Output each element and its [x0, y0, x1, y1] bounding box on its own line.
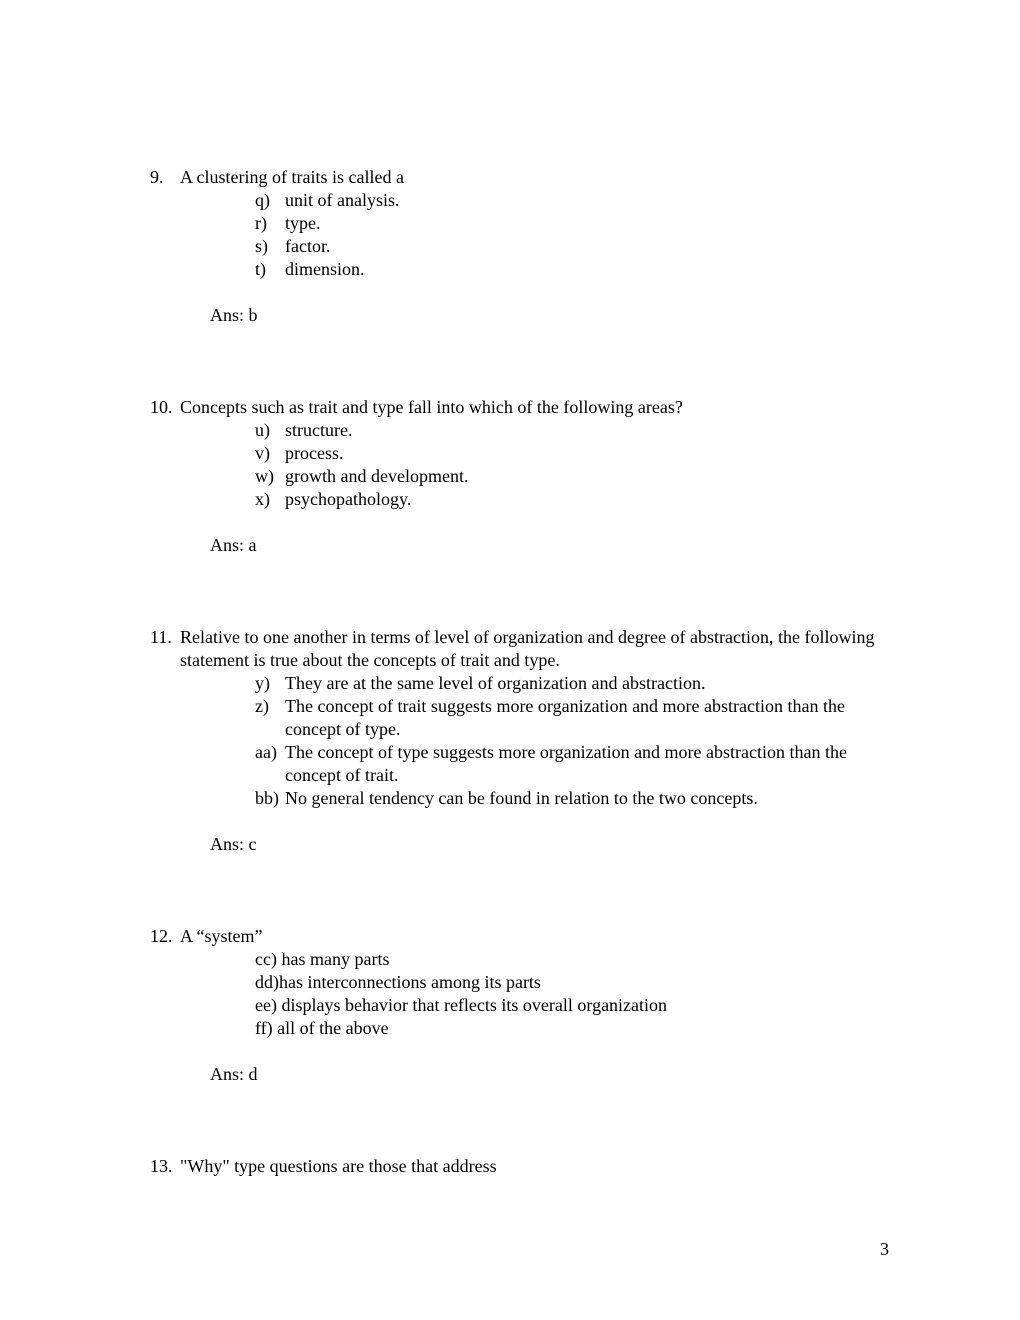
option-label: x): [255, 489, 270, 509]
option-label: u): [255, 420, 270, 440]
option-item: [150, 1017, 890, 1040]
option-text: growth and development.: [285, 466, 469, 486]
option-item: [150, 787, 890, 810]
question-13: [150, 1155, 890, 1178]
option-text: The concept of type suggests more organization and more abstraction than the concept of trait.: [285, 742, 847, 785]
option-text: No general tendency can be found in relation to the two concepts.: [285, 788, 758, 808]
question-10: [150, 396, 890, 557]
question-number: 11.: [150, 627, 172, 647]
option-label: cc): [255, 949, 277, 969]
answer-key: Ans: b: [210, 305, 258, 325]
option-label: s): [255, 236, 268, 256]
question-text: Relative to one another in terms of level of organization and degree of abstraction, the following statement is true about the concepts of trait and type.: [180, 627, 875, 670]
option-item: [150, 994, 890, 1017]
question-stem: [150, 166, 890, 189]
question-number: 9.: [150, 167, 164, 187]
option-item: [150, 672, 890, 695]
option-text: all of the above: [277, 1018, 389, 1038]
page-number: 3: [880, 1239, 889, 1259]
option-label: ee): [255, 995, 277, 1015]
option-text: has interconnections among its parts: [279, 972, 541, 992]
question-stem: [150, 925, 890, 948]
option-text: process.: [285, 443, 344, 463]
option-list: [150, 672, 890, 810]
answer-key: Ans: c: [210, 834, 257, 854]
option-list: [150, 189, 890, 281]
option-label: bb): [255, 788, 279, 808]
option-text: The concept of trait suggests more organization and more abstraction than the concept of type.: [285, 696, 845, 739]
option-item: [150, 465, 890, 488]
question-text: A clustering of traits is called a: [180, 167, 404, 187]
option-text: unit of analysis.: [285, 190, 400, 210]
option-label: w): [255, 466, 274, 486]
question-11: [150, 626, 890, 856]
question-stem: [150, 1155, 890, 1178]
option-text: dimension.: [285, 259, 365, 279]
question-number: 13.: [150, 1156, 173, 1176]
option-text: They are at the same level of organization and abstraction.: [285, 673, 706, 693]
option-item: [150, 442, 890, 465]
option-label: y): [255, 673, 270, 693]
option-label: q): [255, 190, 270, 210]
option-text: type.: [285, 213, 321, 233]
option-label: dd): [255, 972, 279, 992]
question-text: Concepts such as trait and type fall into which of the following areas?: [180, 397, 683, 417]
option-text: structure.: [285, 420, 353, 440]
option-item: [150, 235, 890, 258]
question-number: 12.: [150, 926, 173, 946]
question-stem: [150, 626, 890, 672]
option-label: t): [255, 259, 266, 279]
option-item: [150, 258, 890, 281]
option-text: displays behavior that reflects its overall organization: [281, 995, 668, 1015]
question-stem: [150, 396, 890, 419]
option-text: factor.: [285, 236, 331, 256]
question-text: "Why" type questions are those that address: [180, 1156, 497, 1176]
option-label: v): [255, 443, 270, 463]
option-label: ff): [255, 1018, 273, 1038]
option-text: psychopathology.: [285, 489, 412, 509]
option-list: [150, 419, 890, 511]
option-item: [150, 741, 890, 787]
option-list: [150, 948, 890, 1040]
answer-key: Ans: a: [210, 535, 257, 555]
option-text: has many parts: [281, 949, 390, 969]
option-item: [150, 695, 890, 741]
question-number: 10.: [150, 397, 173, 417]
option-label: z): [255, 696, 269, 716]
option-item: [150, 189, 890, 212]
question-12: [150, 925, 890, 1086]
option-item: [150, 948, 890, 971]
option-item: [150, 971, 890, 994]
option-item: [150, 488, 890, 511]
option-item: [150, 212, 890, 235]
option-label: aa): [255, 742, 277, 762]
question-9: [150, 166, 890, 327]
question-text: A “system”: [180, 926, 263, 946]
option-label: r): [255, 213, 267, 233]
answer-key: Ans: d: [210, 1064, 258, 1084]
option-item: [150, 419, 890, 442]
